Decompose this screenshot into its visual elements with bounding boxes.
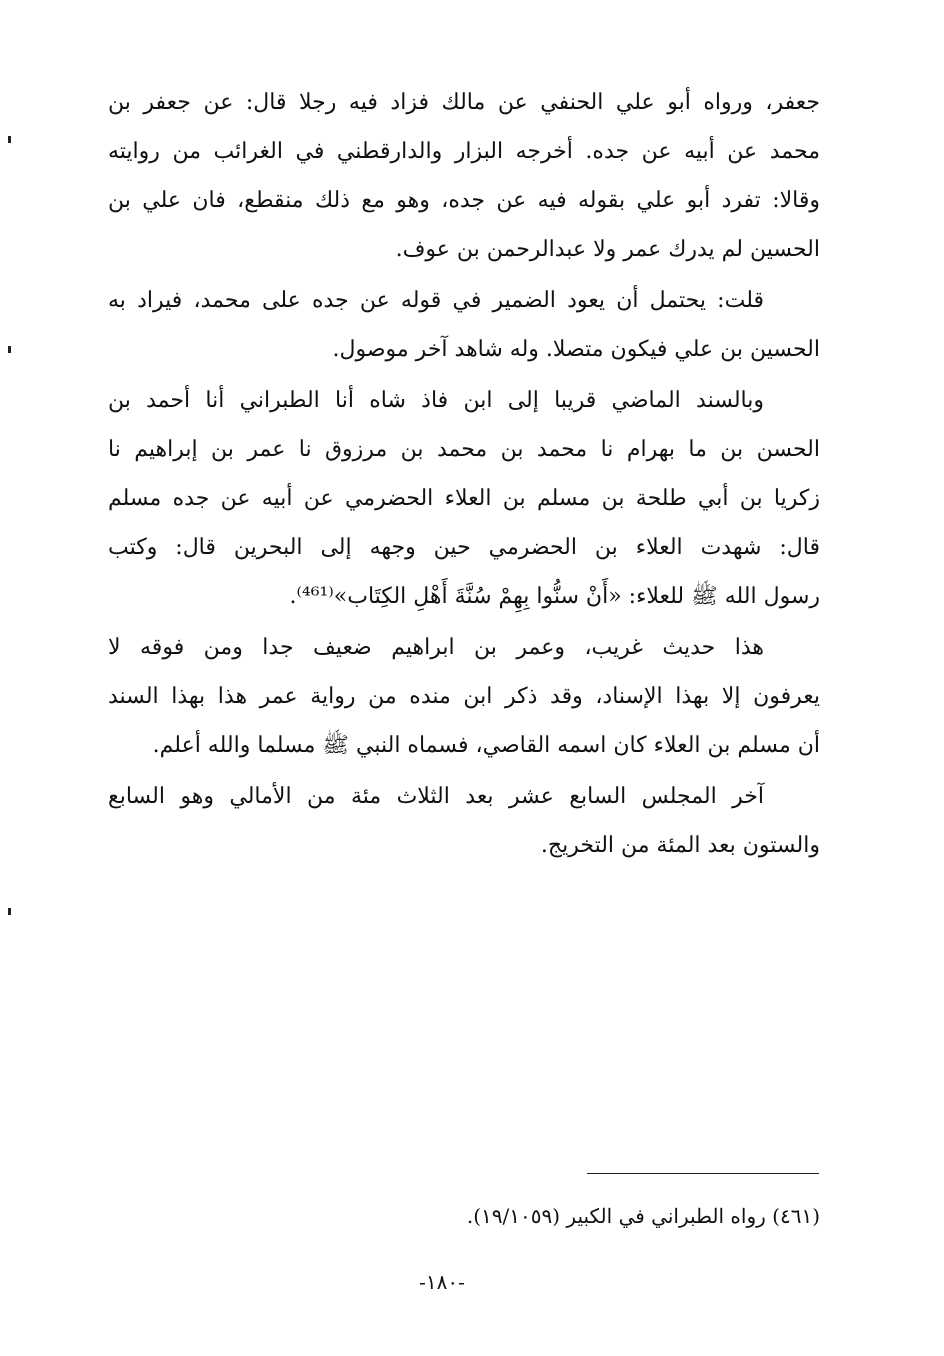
text-line: جعفر، ورواه أبو علي الحنفي عن مالك فزاد فيه رجلا قال: عن جعفر بن bbox=[108, 90, 820, 115]
text-line: آخر المجلس السابع عشر بعد الثلاث مئة من الأمالي وهو السابع bbox=[108, 784, 764, 809]
text-line: الحسين لم يدرك عمر ولا عبدالرحمن بن عوف. bbox=[395, 237, 820, 262]
paragraph-4 bbox=[108, 623, 820, 770]
footnote-divider bbox=[587, 1173, 819, 1174]
footnote: (٤٦١) رواه الطبراني في الكبير (١٩/١٠٥٩). bbox=[466, 1204, 820, 1228]
text-line: أن مسلم بن العلاء كان اسمه القاصي، فسماه النبي ﷺ مسلما والله أعلم. bbox=[152, 733, 820, 758]
main-text bbox=[108, 78, 820, 872]
scan-artifact bbox=[8, 136, 11, 143]
paragraph-3 bbox=[108, 376, 820, 621]
text-line: الحسن بن ما بهرام نا محمد بن محمد بن مرزوق نا عمر بن إبراهيم نا bbox=[108, 437, 820, 462]
text-line: محمد عن أبيه عن جده. أخرجه البزار والدارقطني في الغرائب من روايته bbox=[108, 139, 820, 164]
text-line: والستون بعد المئة من التخريج. bbox=[540, 833, 820, 858]
text-line: رسول الله ﷺ للعلاء: «أَنْ سنُّوا بِهِمْ سُنَّةَ أَهْلِ الكِتَاب»⁽⁴⁶¹⁾. bbox=[289, 584, 820, 609]
scan-artifact bbox=[8, 346, 11, 353]
text-line: وقالا: تفرد أبو علي بقوله فيه عن جده، وهو مع ذلك منقطع، فان علي بن bbox=[108, 188, 820, 213]
text-line: هذا حديث غريب، وعمر بن ابراهيم ضعيف جدا ومن فوقه لا bbox=[108, 635, 764, 660]
scan-artifact bbox=[8, 908, 11, 915]
text-line: الحسين بن علي فيكون متصلا. وله شاهد آخر موصول. bbox=[332, 337, 820, 362]
paragraph-5 bbox=[108, 772, 820, 870]
paragraph-2 bbox=[108, 276, 820, 374]
text-line: وبالسند الماضي قريبا إلى ابن فاذ شاه أنا الطبراني أنا أحمد بن bbox=[108, 388, 764, 413]
page-number: -١٨٠- bbox=[419, 1270, 465, 1294]
paragraph-1 bbox=[108, 78, 820, 274]
text-line: قلت: يحتمل أن يعود الضمير في قوله عن جده على محمد، فيراد به bbox=[108, 288, 764, 313]
text-line: قال: شهدت العلاء بن الحضرمي حين وجهه إلى البحرين قال: وكتب bbox=[108, 535, 820, 560]
text-line: زكريا بن أبي طلحة بن مسلم بن العلاء الحضرمي عن أبيه عن جده مسلم bbox=[108, 486, 820, 511]
text-line: يعرفون إلا بهذا الإسناد، وقد ذكر ابن منده من رواية عمر هذا بهذا السند bbox=[108, 684, 820, 709]
